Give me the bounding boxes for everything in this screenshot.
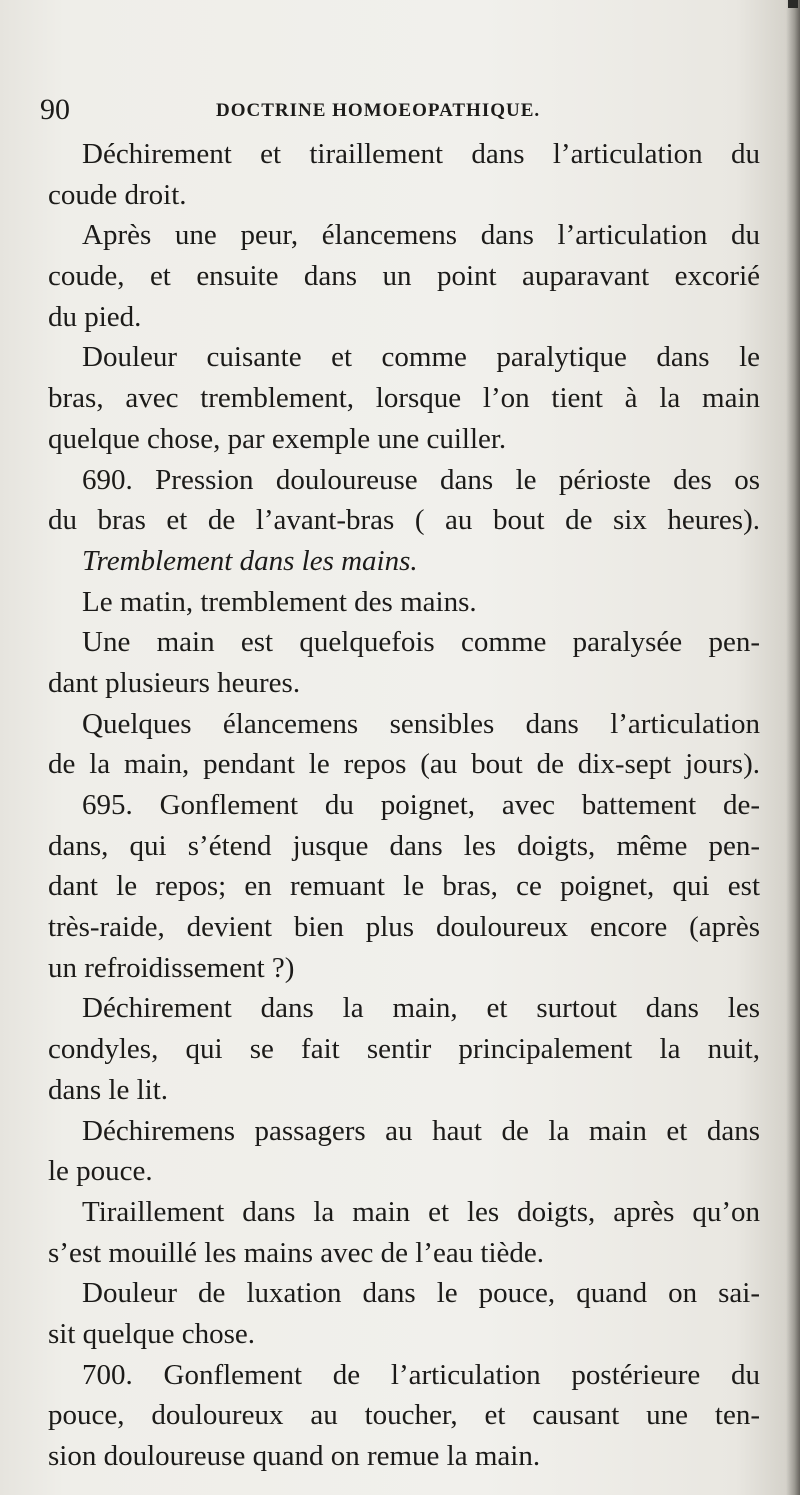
text-line: Tiraillement dans la main et les doigts, après qu’on bbox=[82, 1195, 760, 1228]
text-line: Déchiremens passagers au haut de la main et dans bbox=[82, 1114, 760, 1147]
text-line: Le matin, tremblement des mains. bbox=[82, 585, 477, 618]
text-line: un refroidissement ?) bbox=[48, 951, 295, 984]
text-line: sit quelque chose. bbox=[48, 1317, 255, 1350]
text-line: quelque chose, par exemple une cuiller. bbox=[48, 422, 507, 455]
text-line: bras, avec tremblement, lorsque l’on tient à la main bbox=[48, 382, 760, 415]
text-line: Tremblement dans les mains. bbox=[82, 544, 418, 577]
corner-mark bbox=[788, 0, 798, 8]
text-line: coude, et ensuite dans un point auparavant excorié bbox=[48, 260, 760, 293]
text-line: condyles, qui se fait sentir principalement la nuit, bbox=[48, 1033, 760, 1066]
page-body bbox=[48, 134, 760, 1477]
text-line: dans le lit. bbox=[48, 1073, 169, 1106]
running-title: DOCTRINE HOMOEOPATHIQUE. bbox=[216, 100, 541, 121]
text-line: très-raide, devient bien plus douloureux encore (après bbox=[48, 911, 760, 944]
text-line: le pouce. bbox=[48, 1155, 153, 1188]
text-line: coude droit. bbox=[48, 178, 187, 211]
text-line: Déchirement et tiraillement dans l’articulation du bbox=[82, 138, 760, 170]
text-line: Quelques élancemens sensibles dans l’articulation bbox=[82, 707, 760, 740]
page-edge-shadow bbox=[786, 0, 800, 1495]
text-line: Douleur de luxation dans le pouce, quand on sai- bbox=[82, 1277, 760, 1310]
text-line: de la main, pendant le repos (au bout de dix-sept jours). bbox=[48, 748, 760, 781]
text-line: Douleur cuisante et comme paralytique dans le bbox=[82, 341, 760, 374]
text-line: Une main est quelquefois comme paralysée pen- bbox=[82, 626, 760, 659]
text-line: dant le repos; en remuant le bras, ce poignet, qui est bbox=[48, 870, 760, 903]
text-line: Déchirement dans la main, et surtout dans les bbox=[82, 992, 760, 1025]
text-line: s’est mouillé les mains avec de l’eau tiède. bbox=[48, 1236, 545, 1269]
text-line: Après une peur, élancemens dans l’articulation du bbox=[82, 219, 760, 252]
text-line: 690. Pression douloureuse dans le périoste des os bbox=[82, 463, 760, 496]
text-line: du pied. bbox=[48, 300, 142, 333]
page-number: 90 bbox=[40, 93, 70, 126]
text-line: 700. Gonflement de l’articulation postérieure du bbox=[82, 1358, 760, 1391]
text-line: dant plusieurs heures. bbox=[48, 666, 301, 699]
text-line: 695. Gonflement du poignet, avec battement de- bbox=[82, 789, 760, 821]
text-line: pouce, douloureux au toucher, et causant une ten- bbox=[48, 1399, 760, 1432]
text-line: dans, qui s’étend jusque dans les doigts, même pen- bbox=[48, 829, 760, 862]
page-header bbox=[40, 92, 760, 128]
text-line: du bras et de l’avant-bras ( au bout de six heures). bbox=[48, 504, 760, 537]
text-line: sion douloureuse quand on remue la main. bbox=[48, 1440, 541, 1472]
